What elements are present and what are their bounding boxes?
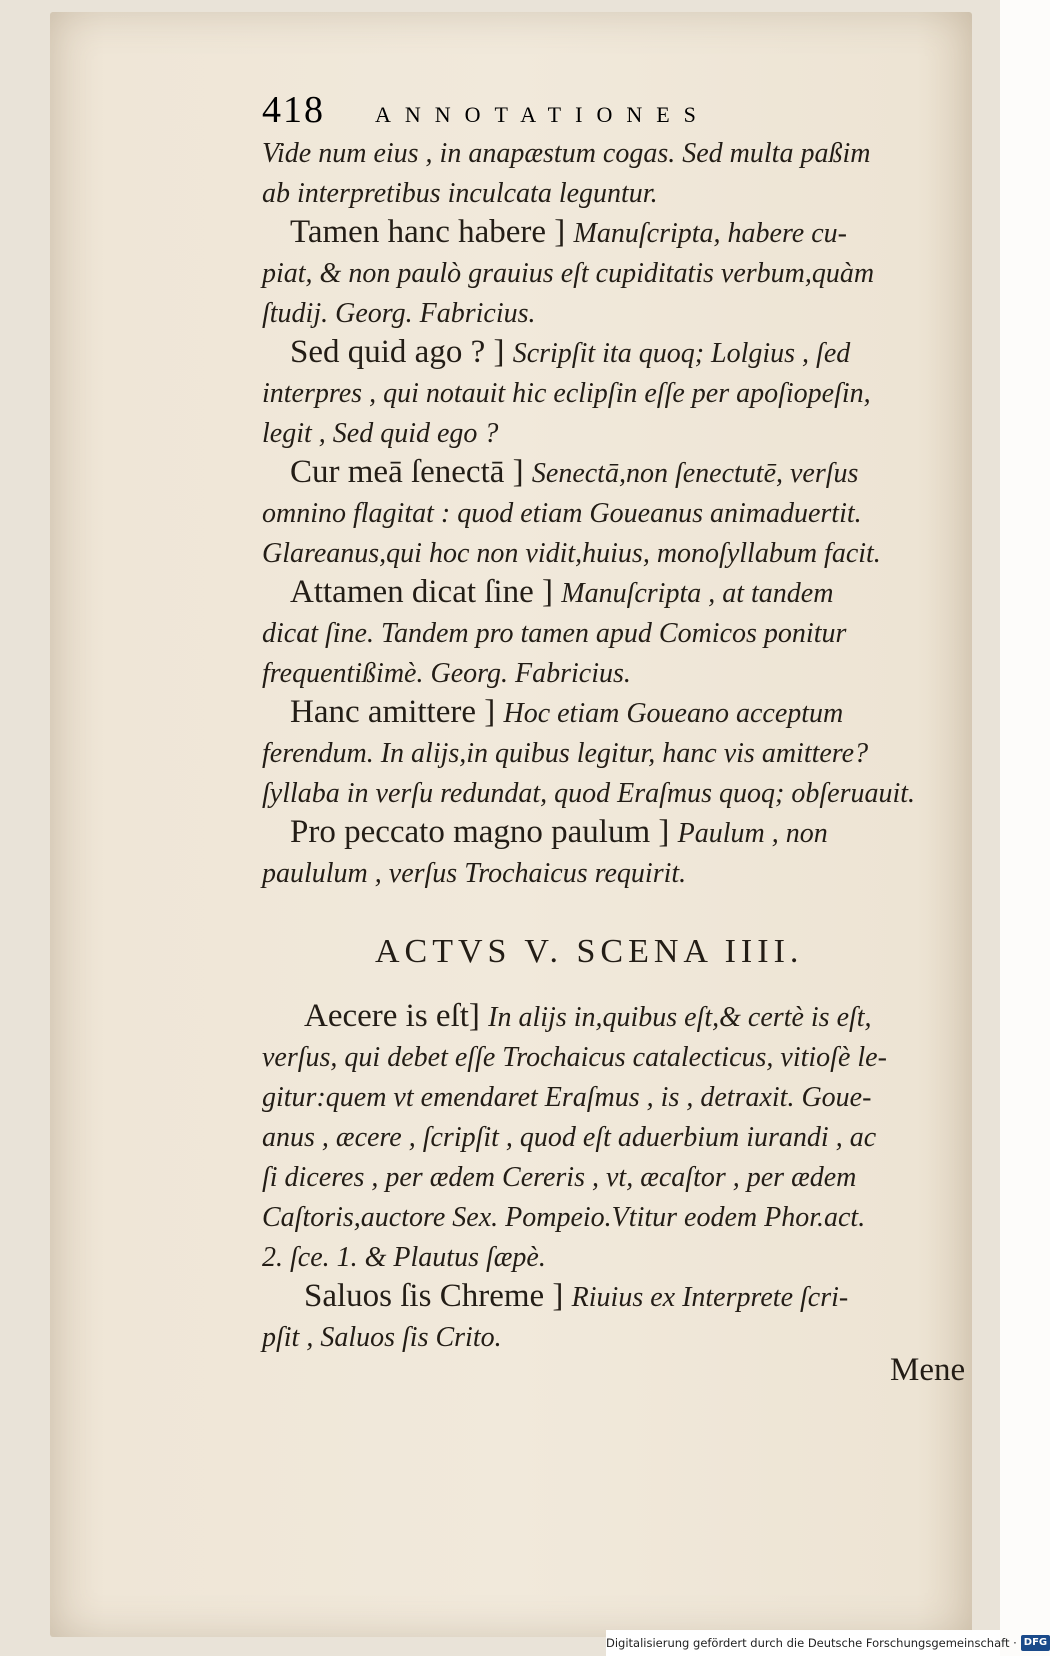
text-line: Pro peccato magno paulum ] Paulum , non [290, 814, 828, 850]
text-line: Cur meā ſenectā ] Senectā,non ſenectutē, verſus [290, 454, 859, 490]
running-title: ANNOTATIONES [375, 102, 710, 127]
text-line: Glareanus,qui hoc non vidit,huius, monoſyllabum facit. [262, 538, 881, 569]
text-line: pſit , Saluos ſis Crito. [262, 1322, 502, 1353]
text-line: Hanc amittere ] Hoc etiam Goueano acceptum [290, 694, 844, 730]
text-line: Vide num eius , in anapæstum cogas. Sed multa paßim [262, 138, 871, 169]
text-line: piat, & non paulò grauius eſt cupiditatis verbum,quàm [262, 258, 875, 289]
text-line: ſyllaba in verſu redundat, quod Eraſmus quoq; obſeruauit. [262, 778, 916, 809]
text-line: ferendum. In alijs,in quibus legitur, hanc vis amittere? [262, 738, 869, 769]
text-line: Caſtoris,auctore Sex. Pompeio.Vtitur eodem Phor.act. [262, 1202, 866, 1233]
text-line: Saluos ſis Chreme ] Riuius ex Interprete ſcri- [304, 1278, 849, 1314]
text-line: anus , æcere , ſcripſit , quod eſt aduerbium iurandi , ac [262, 1122, 877, 1153]
dfg-logo-icon[interactable]: DFG [1021, 1635, 1050, 1651]
footer-credit: Digitalisierung gefördert durch die Deutsche Forschungsgemeinschaft · [606, 1636, 1017, 1650]
text-line: ab interpretibus inculcata leguntur. [262, 178, 658, 209]
digitization-footer [606, 1630, 1048, 1656]
text-line: omnino flagitat : quod etiam Goueanus animaduertit. [262, 498, 862, 529]
text-line: ſtudij. Georg. Fabricius. [262, 298, 536, 329]
text-line: Attamen dicat ſine ] Manuſcripta , at tandem [290, 574, 834, 610]
catchword: Mene [890, 1352, 966, 1388]
text-line: interpres , qui notauit hic eclipſin eſſe per apoſiopeſin, [262, 378, 871, 409]
scene-heading: ACTVS V. SCENA IIII. [375, 933, 804, 970]
text-line: 2. ſce. 1. & Plautus ſæpè. [262, 1242, 546, 1273]
page-header [262, 88, 852, 136]
text-line: ſi diceres , per ædem Cereris , vt, æcaſtor , per ædem [262, 1162, 857, 1193]
text-line: Aecere is eſt] In alijs in,quibus eſt,& certè is eſt, [304, 998, 872, 1034]
text-line: dicat ſine. Tandem pro tamen apud Comicos ponitur [262, 618, 847, 649]
text-line: verſus, qui debet eſſe Trochaicus catalecticus, vitioſè le- [262, 1042, 887, 1073]
text-line: frequentißimè. Georg. Fabricius. [262, 658, 631, 689]
text-line: legit , Sed quid ego ? [262, 418, 499, 449]
text-line: gitur:quem vt emendaret Eraſmus , is , detraxit. Goue- [262, 1082, 872, 1113]
page-number: 418 [262, 89, 325, 131]
text-line: paululum , verſus Trochaicus requirit. [262, 858, 687, 889]
text-line: Tamen hanc habere ] Manuſcripta, habere cu- [290, 214, 847, 250]
text-line: Sed quid ago ? ] Scripſit ita quoq; Lolgius , ſed [290, 334, 851, 370]
